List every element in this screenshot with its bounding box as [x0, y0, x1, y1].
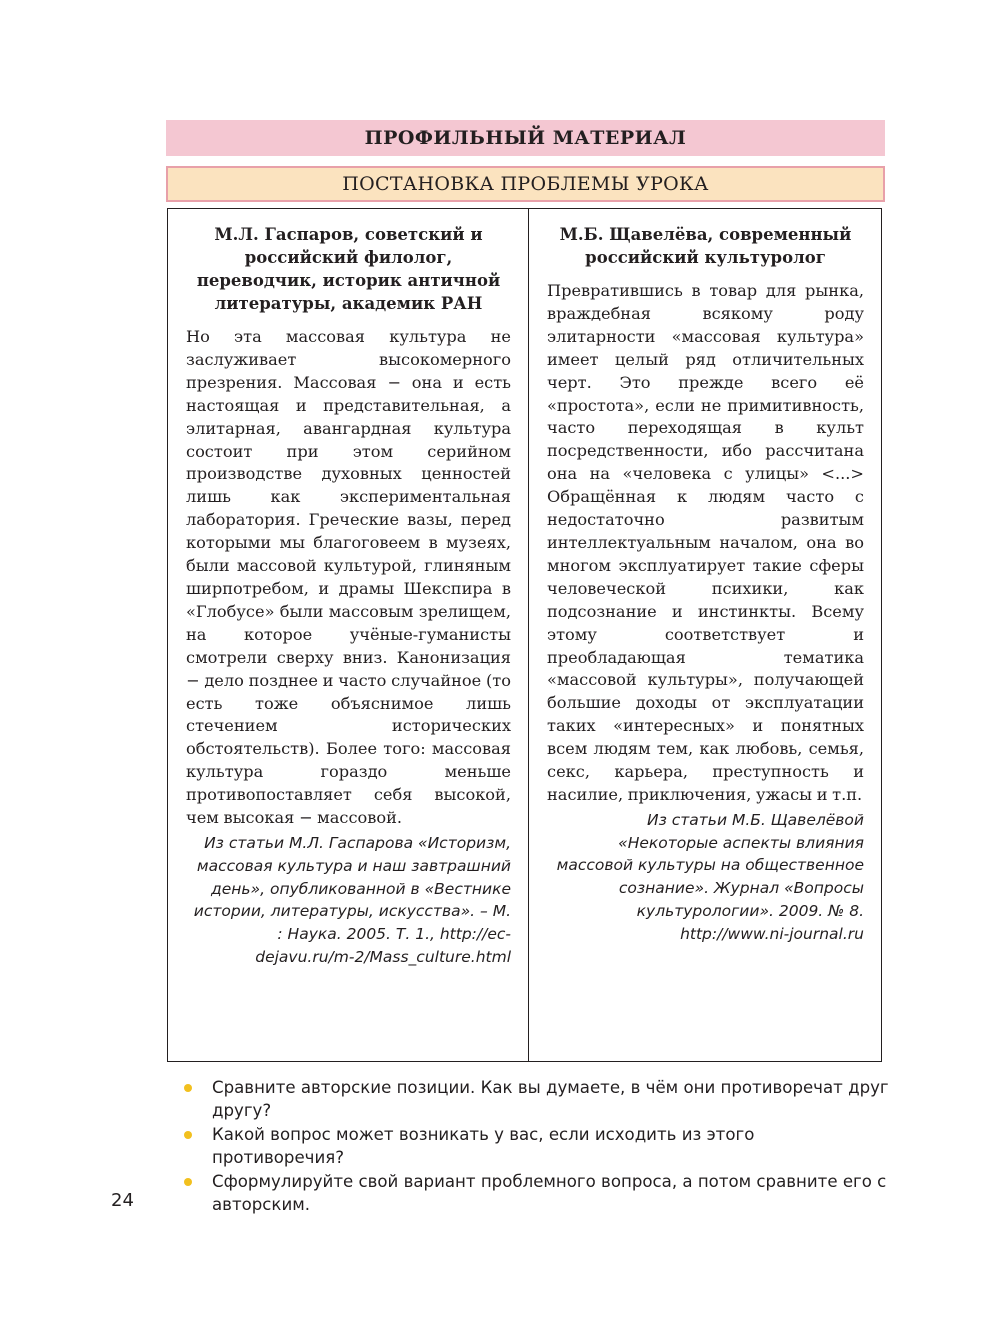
- bullet-icon: [184, 1131, 192, 1139]
- left-source-citation: Из статьи М.Л. Гаспарова «Историзм, массовая культура и наш завтрашний день», опубликованной в «Вестнике истории, литературы, искусства». – М. : Наука. 2005. Т. 1., http://ec-dejavu.ru/m-2/Mass_culture.html: [193, 833, 511, 966]
- left-author-heading: М.Л. Гаспаров, советский и российский филолог, переводчик, историк античной литературы, академик РАН: [196, 225, 501, 313]
- right-column: [547, 223, 864, 946]
- section-title: ПРОФИЛЬНЫЙ МАТЕРИАЛ: [166, 120, 885, 156]
- quotes-table: [167, 208, 882, 1062]
- column-divider: [528, 209, 529, 1061]
- right-source-citation: Из статьи М.Б. Щавелёвой «Некоторые аспекты влияния массовой культуры на общественное сознание». Журнал «Вопросы культурологии». 2009. № 8. http://www.ni-journal.ru: [556, 810, 864, 943]
- right-author-heading: М.Б. Щавелёва, современный российский культуролог: [559, 225, 852, 267]
- bullet-icon: [184, 1084, 192, 1092]
- question-item: [180, 1170, 890, 1216]
- question-text: Сравните авторские позиции. Как вы думаете, в чём они противоречат друг другу?: [212, 1078, 889, 1120]
- question-text: Какой вопрос может возникать у вас, если исходить из этого противоречия?: [212, 1125, 755, 1167]
- page-number: 24: [111, 1190, 134, 1211]
- question-item: [180, 1123, 890, 1169]
- left-quote-text: Но эта массовая культура не заслуживает высокомерного презрения. Массовая − она и есть настоящая и представительная, а элитарная, авангардная культура состоит при этом серийном производстве духовных ценностей лишь как экспериментальная лаборатория. Греческие вазы, перед которыми мы благоговеем в музеях, были массовой культурой, глиняным ширпотребом, и драмы Шекспира в «Глобусе» были массовым зрелищем, на которое учёные-гуманисты смотрели сверху вниз. Канонизация − дело позднее и часто случайное (то есть тоже объяснимое лишь стечением исторических обстоятельств). Более того: массовая культура гораздо меньше противопоставляет себя высокой, чем высокая − массовой.: [186, 327, 511, 828]
- bullet-icon: [184, 1178, 192, 1186]
- lesson-problem-title: ПОСТАНОВКА ПРОБЛЕМЫ УРОКА: [166, 166, 885, 202]
- left-column: [186, 223, 511, 969]
- question-text: Сформулируйте свой вариант проблемного вопроса, а потом сравните его с авторским.: [212, 1172, 887, 1214]
- question-list: [180, 1076, 890, 1217]
- right-quote-text: Превратившись в товар для рынка, враждебная всякому роду элитарности «массовая культура» имеет целый ряд отличительных черт. Это прежде всего её «простота», если не примитивность, часто переходящая в культ посредственности, ибо рассчитана она на «человека с улицы» <...> Обращённая к людям часто с недостаточно развитым интеллектуальным началом, она во многом эксплуатирует такие сферы человеческой психики, как подсознание и инстинкты. Всему этому соответствует и преобладающая тематика «массовой культуры», получающей большие доходы от эксплуатации таких «интересных» и понятных всем людям тем, как любовь, семья, секс, карьера, преступность и насилие, приключения, ужасы и т.п.: [547, 281, 864, 804]
- question-item: [180, 1076, 890, 1122]
